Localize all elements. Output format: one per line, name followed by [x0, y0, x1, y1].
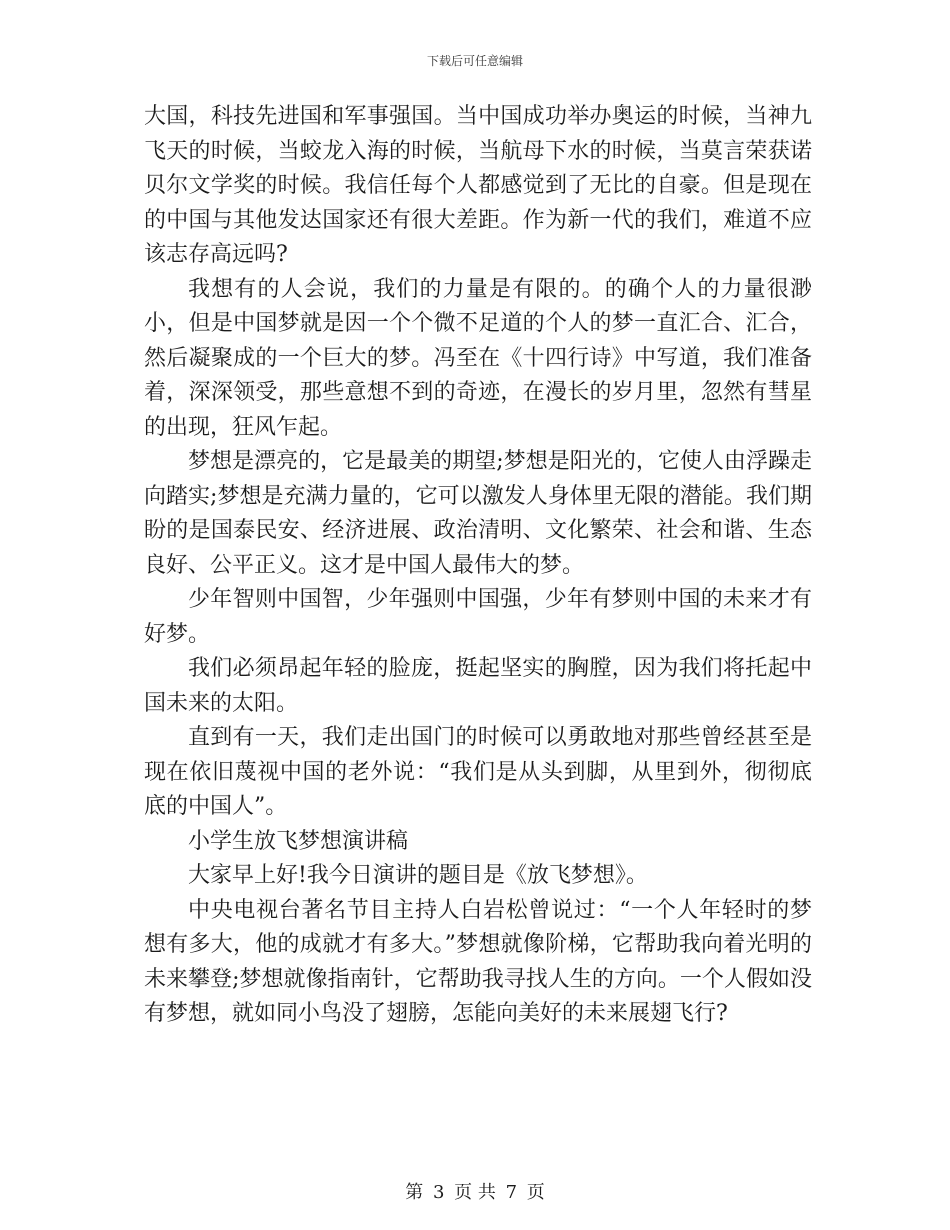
document-body	[144, 100, 812, 1032]
section-title: 小学生放飞梦想演讲稿	[188, 828, 409, 854]
footer-suffix: 页	[526, 1182, 545, 1203]
page-footer	[0, 1178, 950, 1204]
footer-prefix: 第	[405, 1182, 424, 1203]
paragraph-4: 少年智则中国智，少年强则中国强，少年有梦则中国的未来才有好梦。	[144, 587, 812, 647]
paragraph-1: 大国，科技先进国和军事强国。当中国成功举办奥运的时候，当神九飞天的时候，当蛟龙入海的时候，当航母下水的时候，当莫言荣获诺贝尔文学奖的时候。我信任每个人都感觉到了无比的自豪。但是现在的中国与其他发达国家还有很大差距。作为新一代的我们，难道不应该志存高远吗?	[144, 104, 812, 267]
footer-total-pages: 7	[505, 1182, 518, 1203]
footer-mid: 页 共	[454, 1182, 496, 1203]
page-header: 下载后可任意编辑	[426, 54, 523, 68]
paragraph-3: 梦想是漂亮的，它是最美的期望;梦想是阳光的，它使人由浮躁走向踏实;梦想是充满力量的，它可以激发人身体里无限的潜能。我们期盼的是国泰民安、经济进展、政治清明、文化繁荣、社会和谐、生态良好、公平正义。这才是中国人最伟大的梦。	[144, 449, 812, 578]
footer-current-page: 3	[432, 1182, 445, 1203]
paragraph-6: 直到有一天，我们走出国门的时候可以勇敢地对那些曾经甚至是现在依旧蔑视中国的老外说：“我们是从头到脚，从里到外，彻彻底底的中国人”。	[144, 725, 812, 819]
paragraph-greeting: 大家早上好!我今日演讲的题目是《放飞梦想》。	[188, 863, 648, 888]
paragraph-2: 我想有的人会说，我们的力量是有限的。的确个人的力量很渺小，但是中国梦就是因一个个微不足道的个人的梦一直汇合、汇合，然后凝聚成的一个巨大的梦。冯至在《十四行诗》中写道，我们准备着，深深领受，那些意想不到的奇迹，在漫长的岁月里，忽然有彗星的出现，狂风乍起。	[144, 276, 812, 440]
paragraph-9: 中央电视台著名节目主持人白岩松曾说过：“一个人年轻时的梦想有多大，他的成就才有多大。”梦想就像阶梯，它帮助我向着光明的未来攀登;梦想就像指南针，它帮助我寻找人生的方向。一个人假如没有梦想，就如同小鸟没了翅膀，怎能向美好的未来展翅飞行?	[144, 897, 812, 1026]
paragraph-5: 我们必须昂起年轻的脸庞，挺起坚实的胸膛，因为我们将托起中国未来的太阳。	[144, 656, 812, 716]
